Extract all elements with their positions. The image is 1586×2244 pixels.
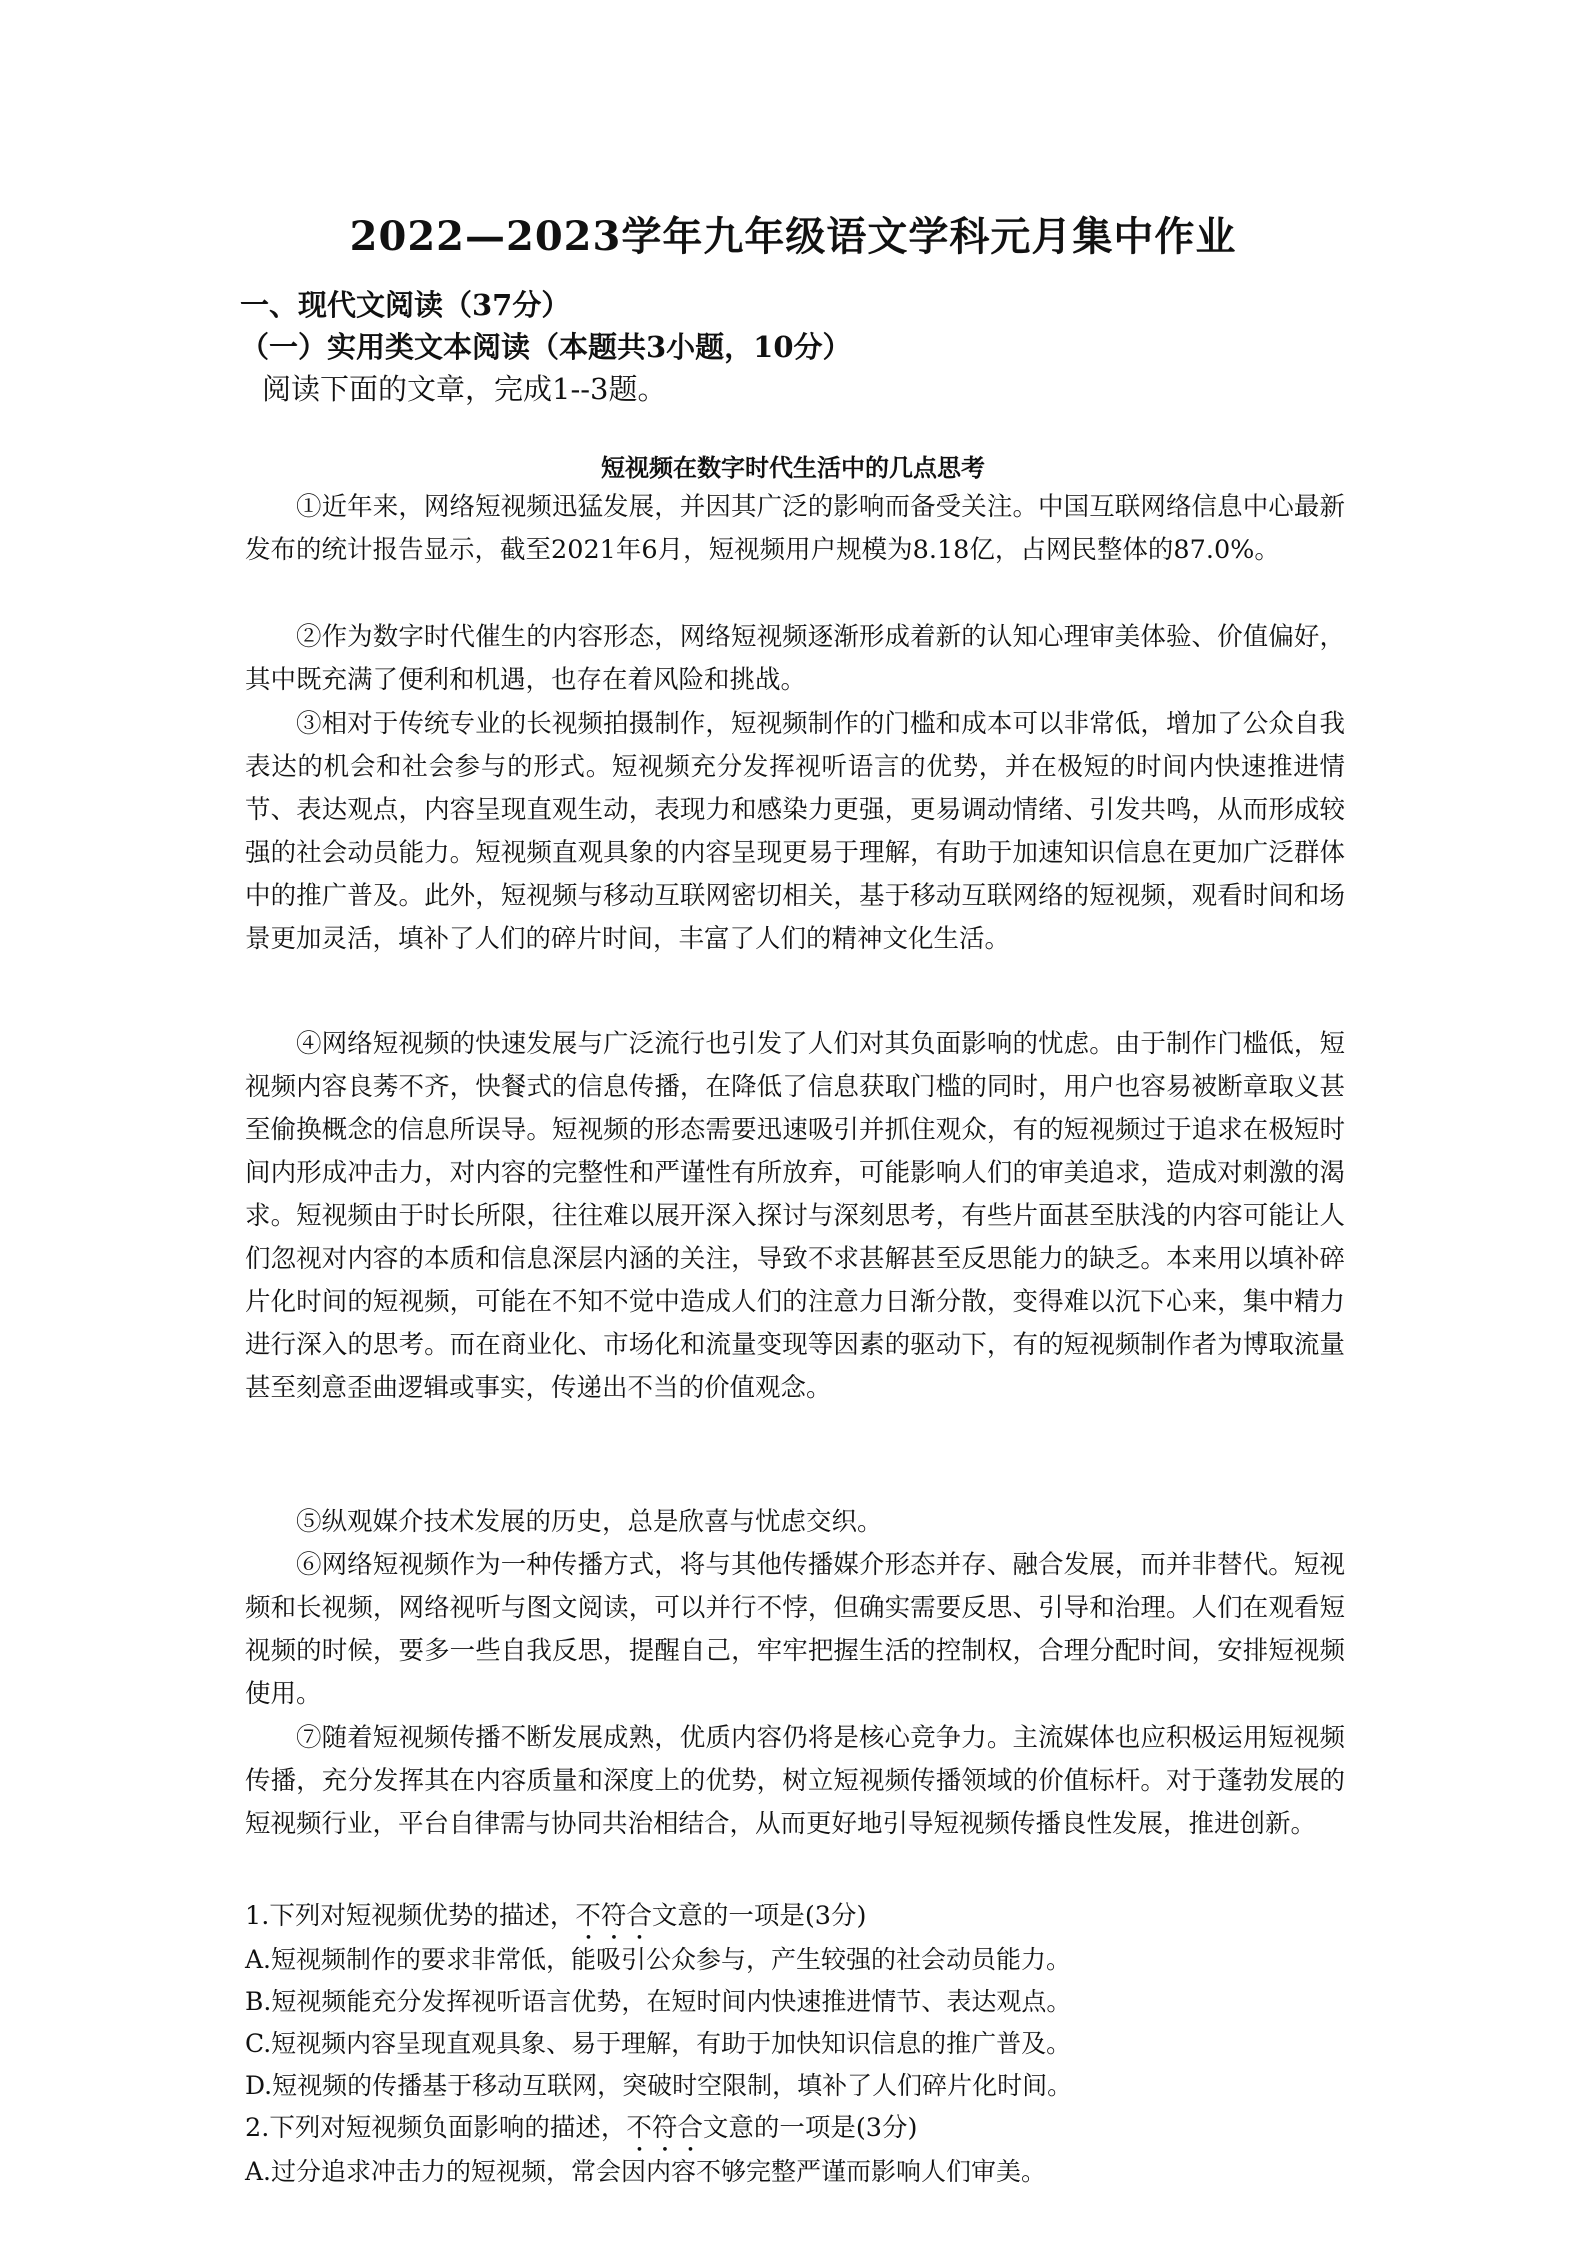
page-title: 2022—2023学年九年级语文学科元月集中作业 — [349, 213, 1237, 260]
question-1-option-a: A.短视频制作的要求非常低，能吸引公众参与，产生较强的社会动员能力。 — [245, 1945, 1072, 1974]
question-2-option-a: A.过分追求冲击力的短视频，常会因内容不够完整严谨而影响人们审美。 — [245, 2157, 1047, 2186]
question-emphasis-text: 不符合 — [575, 1901, 652, 1931]
question-stem-text: 2.下列对短视频负面影响的描述， — [245, 2113, 627, 2143]
question-1-stem — [245, 1896, 1355, 1946]
question-2-stem — [245, 2108, 1355, 2158]
question-stem-text: 1.下列对短视频优势的描述， — [245, 1901, 576, 1931]
article-paragraph-7: ⑦随着短视频传播不断发展成熟，优质内容仍将是核心竞争力。主流媒体也应积极运用短视频传播，充分发挥其在内容质量和深度上的优势，树立短视频传播领域的价值标杆。对于蓬勃发展的短视频行业，平台自律需与协同共治相结合，从而更好地引导短视频传播良性发展，推进创新。 — [245, 1723, 1345, 1839]
article-paragraph-2: ②作为数字时代催生的内容形态，网络短视频逐渐形成着新的认知心理审美体验、价值偏好，其中既充满了便利和机遇，也存在着风险和挑战。 — [245, 622, 1345, 695]
question-emphasis-text: 不符合 — [626, 2113, 703, 2143]
question-1-option-d: D.短视频的传播基于移动互联网，突破时空限制，填补了人们碎片化时间。 — [245, 2071, 1073, 2100]
article-paragraph-3: ③相对于传统专业的长视频拍摄制作，短视频制作的门槛和成本可以非常低，增加了公众自我表达的机会和社会参与的形式。短视频充分发挥视听语言的优势，并在极短的时间内快速推进情节、表达观点，内容呈现直观生动，表现力和感染力更强，更易调动情绪、引发共鸣，从而形成较强的社会动员能力。短视频直观具象的内容呈现更易于理解，有助于加速知识信息在更加广泛群体中的推广普及。此外，短视频与移动互联网密切相关，基于移动互联网络的短视频，观看时间和场景更加灵活，填补了人们的碎片时间，丰富了人们的精神文化生活。 — [245, 709, 1345, 954]
article-paragraph-6: ⑥网络短视频作为一种传播方式，将与其他传播媒介形态并存、融合发展，而并非替代。短视频和长视频，网络视听与图文阅读，可以并行不悖，但确实需要反思、引导和治理。人们在观看短视频的时候，要多一些自我反思，提醒自己，牢牢把握生活的控制权，合理分配时间，安排短视频使用。 — [245, 1550, 1345, 1709]
question-stem-text: 文意的一项是(3分) — [651, 1901, 867, 1931]
question-stem-text: 文意的一项是(3分) — [702, 2113, 918, 2143]
question-1-option-c: C.短视频内容呈现直观具象、易于理解，有助于加快知识信息的推广普及。 — [245, 2029, 1072, 2058]
question-1-option-b: B.短视频能充分发挥视听语言优势，在短时间内快速推进情节、表达观点。 — [245, 1987, 1072, 2016]
article-paragraph-5: ⑤纵观媒介技术发展的历史，总是欣喜与忧虑交织。 — [296, 1507, 883, 1537]
article-paragraph-4: ④网络短视频的快速发展与广泛流行也引发了人们对其负面影响的忧虑。由于制作门槛低，短视频内容良莠不齐，快餐式的信息传播，在降低了信息获取门槛的同时，用户也容易被断章取义甚至偷换概念的信息所误导。短视频的形态需要迅速吸引并抓住观众，有的短视频过于追求在极短时间内形成冲击力，对内容的完整性和严谨性有所放弃，可能影响人们的审美追求，造成对刺激的渴求。短视频由于时长所限，往往难以展开深入探讨与深刻思考，有些片面甚至肤浅的内容可能让人们忽视对内容的本质和信息深层内涵的关注，导致不求甚解甚至反思能力的缺乏。本来用以填补碎片化时间的短视频，可能在不知不觉中造成人们的注意力日渐分散，变得难以沉下心来，集中精力进行深入的思考。而在商业化、市场化和流量变现等因素的驱动下，有的短视频制作者为博取流量甚至刻意歪曲逻辑或事实，传递出不当的价值观念。 — [245, 1029, 1345, 1403]
instruction-text: 阅读下面的文章，完成1--3题。 — [262, 372, 667, 406]
subsection-heading: （一）实用类文本阅读（本题共3小题，10分） — [240, 330, 852, 364]
article-title: 短视频在数字时代生活中的几点思考 — [601, 453, 985, 482]
section-heading: 一、现代文阅读（37分） — [240, 288, 571, 322]
article-paragraph-1: ①近年来，网络短视频迅猛发展，并因其广泛的影响而备受关注。中国互联网络信息中心最新发布的统计报告显示，截至2021年6月，短视频用户规模为8.18亿，占网民整体的87.0%。 — [245, 492, 1345, 565]
